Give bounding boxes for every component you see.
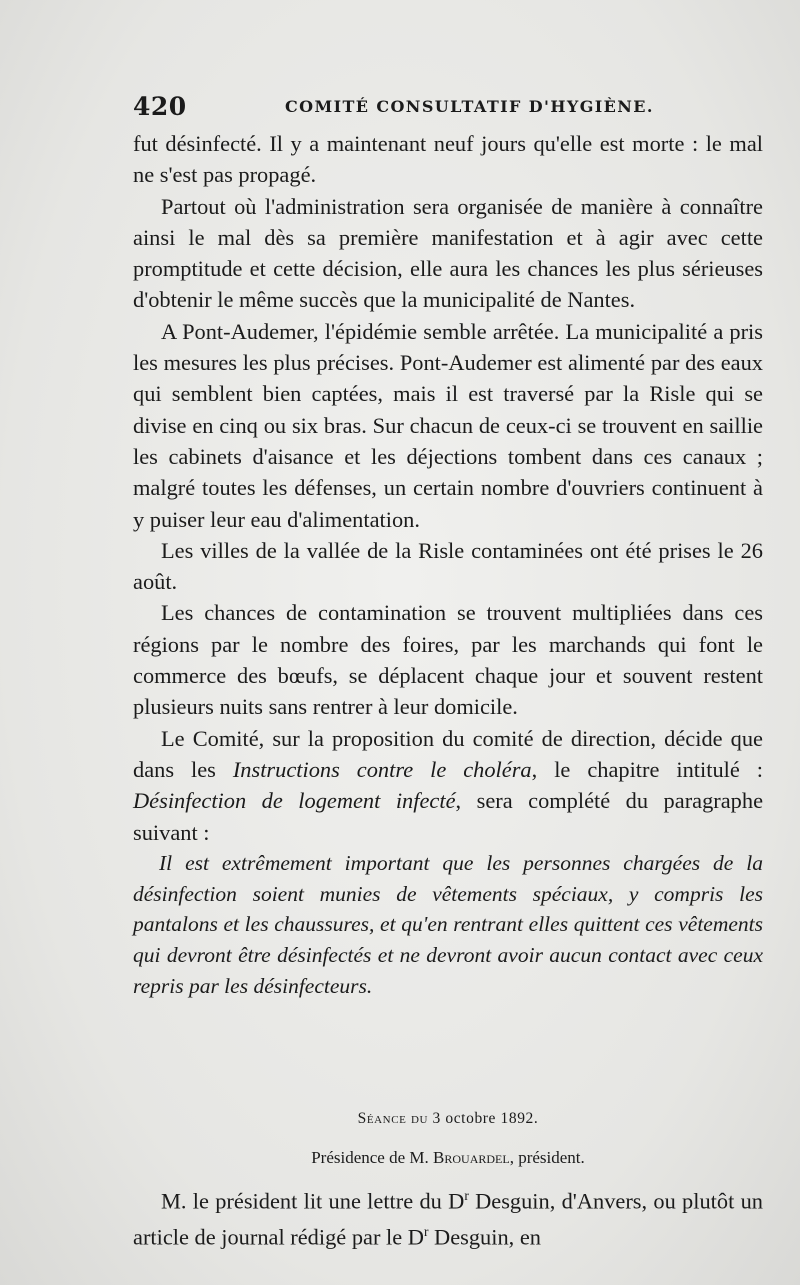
doctor-abbrev-sup-2: r	[423, 1223, 429, 1239]
president-name: Brouardel	[433, 1148, 510, 1167]
doctor-abbrev-sup-1: r	[464, 1188, 469, 1203]
session-heading	[133, 1110, 763, 1128]
final-text	[133, 1181, 763, 1253]
letter-text-2: Desguin, d'Anvers, ou plutôt un article de journal rédigé par le D	[133, 1188, 763, 1250]
paragraph-letter	[133, 1181, 763, 1253]
session-label: Séance du	[357, 1110, 429, 1127]
instructions-title: Instructions contre le choléra	[232, 756, 532, 782]
running-title: COMITÉ CONSULTATIF D'HYGIÈNE.	[285, 97, 654, 116]
presidency-line	[133, 1148, 763, 1168]
page-header	[133, 92, 768, 126]
paragraph-committee	[133, 723, 763, 848]
letter-text-3: Desguin, en	[428, 1224, 541, 1250]
paragraph-continuation: fut désinfecté. Il y a maintenant neuf jours qu'elle est morte : le mal ne s'est pas propagé.	[133, 131, 763, 188]
body-text	[133, 128, 763, 1002]
paragraph-pont-audemer: A Pont-Audemer, l'épidémie semble arrêtée. La municipalité a pris les mesures les plus précises. Pont-Audemer est alimenté par des eaux qui semblent bien captées, mais il est traversé par la Risle qui se divise en cinq ou six bras. Sur chacun de ceux-ci se trouvent en saillie les cabinets d'aisance et les déjections tombent dans ces canaux ; malgré toutes les défenses, un certain nombre d'ouvriers continuent à y puiser leur eau d'alimentation.	[133, 318, 763, 532]
presidency-suffix: , président.	[509, 1148, 585, 1167]
paragraph-contamination: Les chances de contamination se trouvent multipliées dans ces régions par le nombre des foires, par les marchands qui font le commerce des bœufs, se déplacent chaque jour et souvent restent plusieurs nuits sans rentrer à leur domicile.	[133, 600, 763, 720]
committee-text-1: Le Comité, sur la proposition du comité de direction, décide que dans les	[133, 725, 763, 782]
paragraph-administration: Partout où l'administration sera organisée de manière à connaître ainsi le mal dès sa première manifestation et à agir avec cette promptitude et cette décision, elle aura les chances les plus sérieuses d'obtenir le même succès que la municipalité de Nantes.	[133, 193, 763, 313]
chapter-title: Désinfection de logement infecté	[133, 788, 456, 814]
presidency-prefix: Présidence de M.	[311, 1148, 429, 1167]
page-number: 420	[133, 92, 187, 121]
committee-text-3: , sera complété du paragraphe suivant :	[133, 788, 764, 845]
letter-text-1: M. le président lit une lettre du D	[161, 1188, 465, 1214]
committee-text-2: , le chapitre intitulé :	[531, 756, 763, 782]
paragraph-risle-valley: Les villes de la vallée de la Risle contaminées ont été prises le 26 août.	[133, 537, 763, 595]
quoted-paragraph: Il est extrêmement important que les personnes chargées de la désinfection soient munies de vêtements spéciaux, y compris les pantalons et les chaussures, et qu'en rentrant elles quittent ces vêtements qui devront être désinfectés et ne devront avoir aucun contact avec ceux repris par les désinfecteurs.	[133, 850, 763, 999]
session-date: 3 octobre 1892.	[432, 1110, 539, 1127]
